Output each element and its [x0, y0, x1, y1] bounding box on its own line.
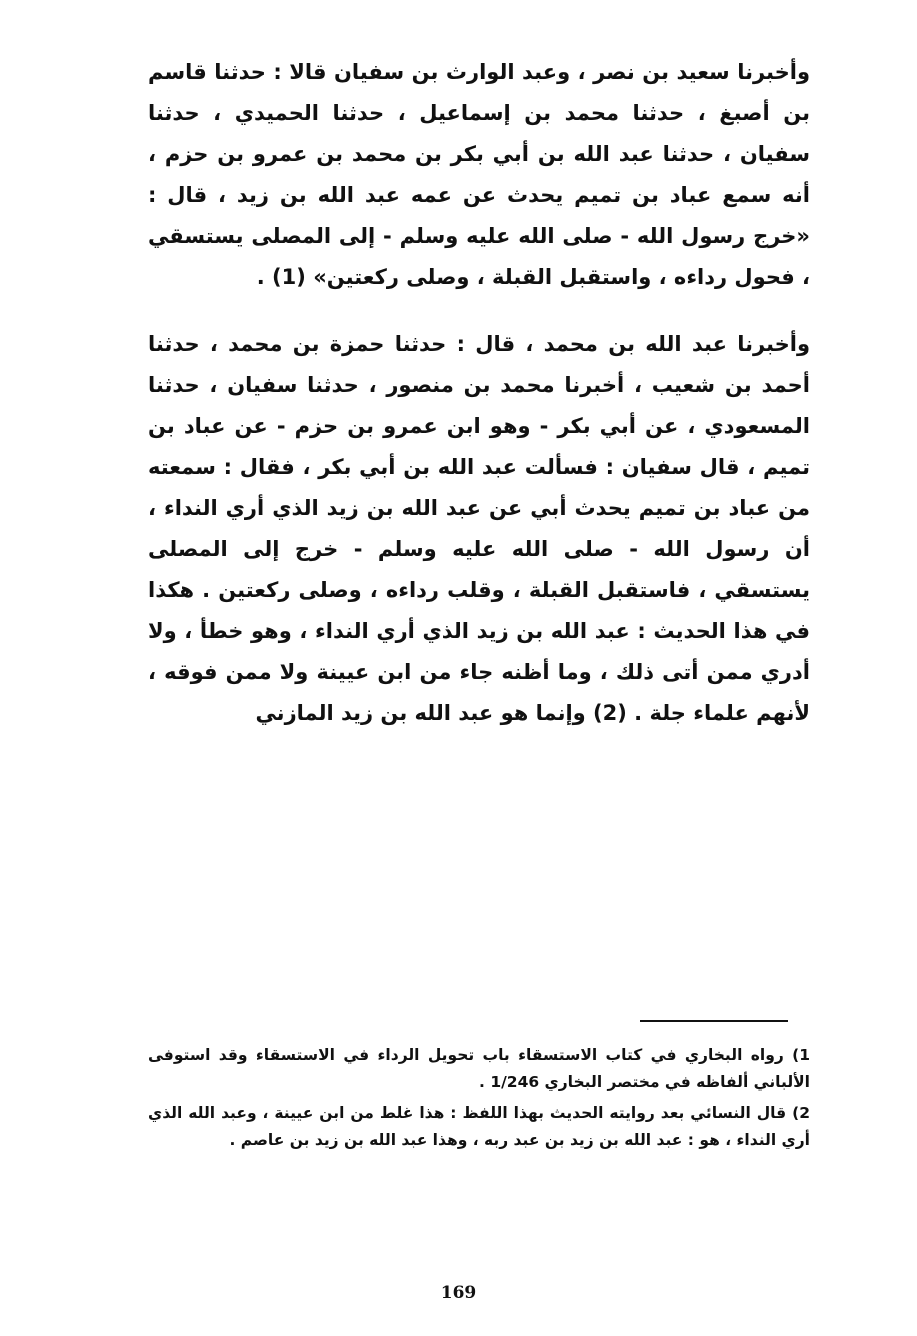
- footnote-1: 1) رواه البخاري في كتاب الاستسقاء باب تحويل الرداء في الاستسقاء وقد استوفى الألباني ألفاظه في مختصر البخاري 1/246 .: [148, 1046, 810, 1091]
- paragraph-1: وأخبرنا سعيد بن نصر ، وعبد الوارث بن سفيان قالا : حدثنا قاسم بن أصبغ ، حدثنا محمد بن إسماعيل ، حدثنا الحميدي ، حدثنا سفيان ، حدثنا عبد الله بن أبي بكر بن محمد بن عمرو بن حزم ، أنه سمع عباد بن تميم يحدث عن عمه عبد الله بن زيد ، قال : «خرج رسول الله - صلى الله عليه وسلم - إلى المصلى يستسقي ، فحول رداءه ، واستقبل القبلة ، وصلى ركعتين» (1) .: [148, 60, 810, 289]
- footnote-2: 2) قال النسائي بعد روايته الحديث بهذا اللفظ : هذا غلط من ابن عيينة ، وعبد الله الذي أري النداء ، هو : عبد الله بن زيد بن عبد ربه ، وهذا عبد الله بن زيد بن عاصم .: [148, 1104, 810, 1149]
- paragraph-2: وأخبرنا عبد الله بن محمد ، قال : حدثنا حمزة بن محمد ، حدثنا أحمد بن شعيب ، أخبرنا محمد بن منصور ، حدثنا سفيان ، حدثنا المسعودي ، عن أبي بكر - وهو ابن عمرو بن حزم - عن عباد بن تميم ، قال سفيان : فسألت عبد الله بن أبي بكر ، فقال : سمعته من عباد بن تميم يحدث أبي عن عبد الله بن زيد الذي أري النداء ، أن رسول الله - صلى الله عليه وسلم - خرج إلى المصلى يستسقي ، فاستقبل القبلة ، وقلب رداءه ، وصلى ركعتين . هكذا في هذا الحديث : عبد الله بن زيد الذي أري النداء ، وهو خطأ ، ولا أدري ممن أتى ذلك ، وما أظنه جاء من ابن عيينة ولا ممن فوقه ، لأنهم علماء جلة . (2) وإنما هو عبد الله بن زيد المازني: [148, 332, 810, 725]
- footnotes: [148, 1042, 810, 1154]
- footnote-divider: [640, 1020, 788, 1022]
- page-number: 169: [440, 1283, 477, 1303]
- main-text: [148, 52, 810, 734]
